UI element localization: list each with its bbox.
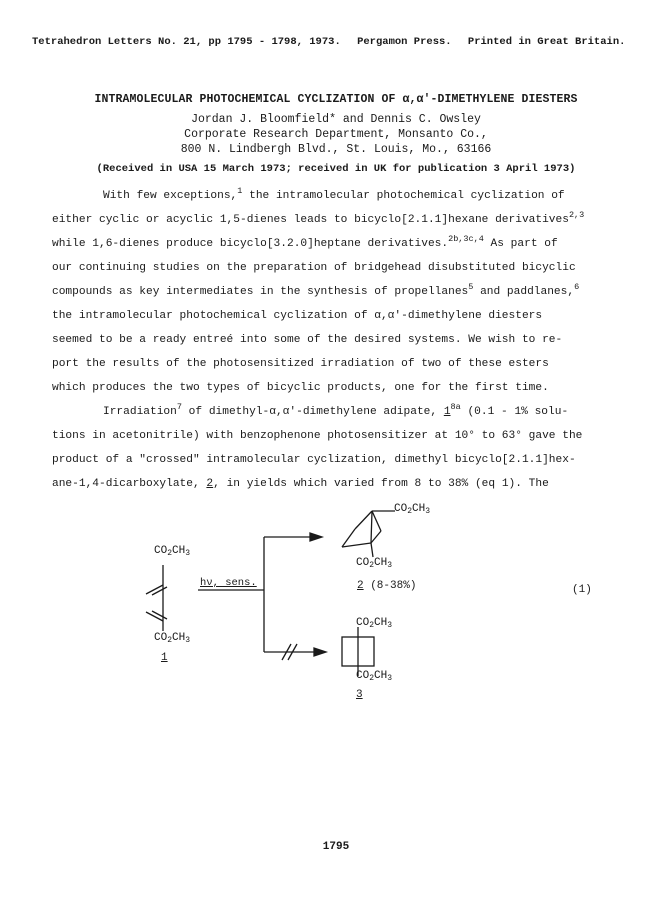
- compound-1-structure: [146, 565, 167, 631]
- compound-2-yield: (8-38%): [363, 580, 417, 592]
- affiliation-line-1: Corporate Research Department, Monsanto Co.,: [184, 128, 488, 141]
- text-line: tions in acetonitrile) with benzophenone photosensitizer at 10° to 63° gave the: [52, 430, 583, 442]
- ester-group-3a: $CO_2CH_3$: [356, 617, 393, 630]
- compound-2-number: 2: [357, 580, 364, 592]
- text-line: either cyclic or acyclic 1,5-dienes leads to bicyclo[2.1.1]hexane derivatives$^{2,3}$: [52, 210, 585, 226]
- text-line: the intramolecular photochemical cyclization of α,α'-dimethylene diesters: [52, 310, 543, 322]
- compound-ref: 1: [443, 406, 451, 418]
- page-number: 1795: [322, 841, 350, 853]
- text-line: which produces the two types of bicyclic products, one for the first time.: [52, 382, 549, 394]
- reaction-conditions: hν, sens.: [200, 577, 257, 589]
- ester-group-2a: $CO_2CH_3$: [394, 503, 431, 516]
- compound-ref: 2: [206, 478, 214, 490]
- author-names: Jordan J. Bloomfield* and Dennis C. Owsley: [191, 113, 481, 126]
- footnote-ref[interactable]: 1: [237, 186, 243, 196]
- text-line: compounds as key intermediates in the synthesis of propellanes$^5$ and paddlanes,$^6$: [52, 282, 580, 298]
- text-line: ane-1,4-dicarboxylate, 2, in yields which varied from 8 to 38% (eq 1). The: [52, 478, 549, 490]
- footnote-ref[interactable]: 7: [176, 402, 182, 412]
- reaction-arrows: [198, 533, 326, 660]
- printed-note: Printed in Great Britain.: [467, 36, 626, 48]
- text-line: port the results of the photosensitized irradiation of two of these esters: [52, 358, 549, 370]
- footnote-ref[interactable]: 8a: [450, 402, 461, 412]
- footnote-ref[interactable]: 2b,3c,4: [448, 234, 484, 244]
- publisher-name: Pergamon Press.: [357, 36, 452, 48]
- footnote-ref[interactable]: 6: [574, 282, 580, 292]
- affiliation-line-2: 800 N. Lindbergh Blvd., St. Louis, Mo., 63166: [180, 143, 492, 156]
- equation-number: (1): [572, 584, 592, 596]
- text-line: while 1,6-dienes produce bicyclo[3.2.0]heptane derivatives.$^{2b,3c,4}$ As part of: [52, 234, 558, 250]
- ester-group-3b: $CO_2CH_3$: [356, 670, 393, 683]
- text-line: Irradiation$^7$ of dimethyl-α,α'-dimethylene adipate, $1^{8a}$ (0.1 - 1% solu-: [103, 402, 569, 418]
- compound-3-number: 3: [356, 689, 363, 701]
- text-line: With few exceptions,$^1$ the intramolecular photochemical cyclization of: [103, 186, 565, 202]
- text-line: product of a "crossed" intramolecular cyclization, dimethyl bicyclo[2.1.1]hex-: [52, 454, 576, 466]
- compound-2-label: [357, 580, 416, 592]
- footnote-ref[interactable]: 5: [468, 282, 474, 292]
- footnote-ref[interactable]: 2,3: [568, 210, 585, 220]
- ester-group-2b: $CO_2CH_3$: [356, 557, 393, 570]
- ester-group-top: $CO_2CH_3$: [154, 545, 191, 558]
- article-title: INTRAMOLECULAR PHOTOCHEMICAL CYCLIZATION OF α,α'-DIMETHYLENE DIESTERS: [94, 93, 578, 106]
- compound-1-number: 1: [161, 652, 168, 664]
- received-dates: (Received in USA 15 March 1973; received in UK for publication 3 April 1973): [96, 163, 576, 175]
- journal-citation: Tetrahedron Letters No. 21, pp 1795 - 1798, 1973.: [32, 36, 341, 48]
- text-line: our continuing studies on the preparation of bridgehead disubstituted bicyclic: [52, 262, 576, 274]
- compound-2-structure: [342, 511, 395, 557]
- compound-3-structure: [342, 627, 374, 676]
- ester-group-bottom: $CO_2CH_3$: [154, 632, 191, 645]
- text-line: seemed to be a ready entreé into some of the desired systems. We wish to re-: [52, 334, 563, 346]
